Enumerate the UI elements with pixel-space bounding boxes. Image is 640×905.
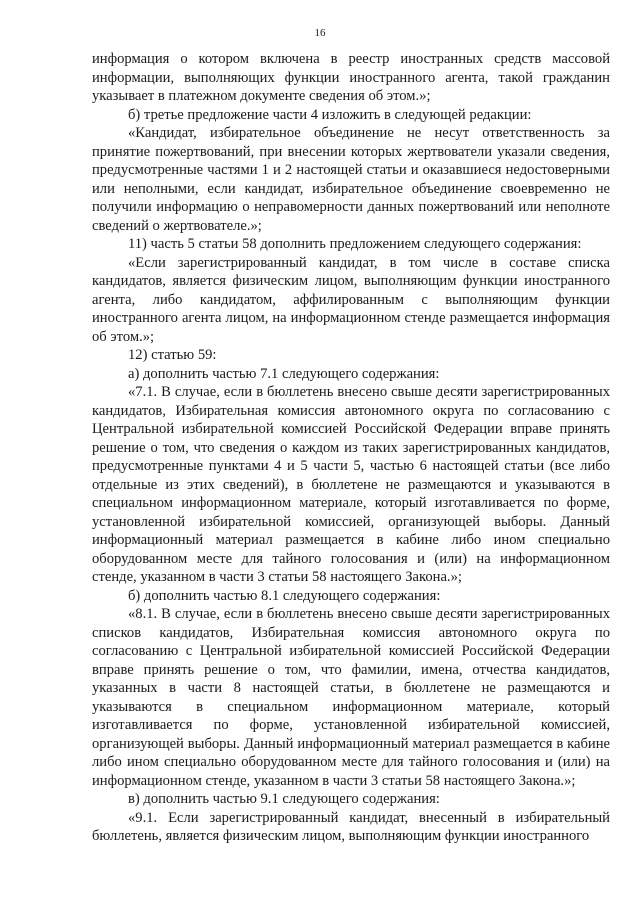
paragraph: «8.1. В случае, если в бюллетень внесено свыше десяти зарегистрированных списков кандидатов, Избирательная комиссия автономного округа по согласованию с Центральной избирательной комиссией Российской Федерации вправе принять решение о том, что фамилии, имена, отчества кандидатов, указанных в части 8 настоящей статьи, в бюллетене не размещаются и указываются в специальном информационном материале, который изготавливается по форме, установленной избирательной комиссией, организующей выборы. Данный информационный материал размещается в кабине либо ином специально оборудованном месте для тайного голосования и (или) на информационном стенде, указанном в части 3 статьи 58 настоящего Закона.»;: [92, 606, 610, 789]
paragraph: информация о котором включена в реестр иностранных средств массовой информации, выполняющих функции иностранного агента, такой гражданин указывает в платежном документе сведения об этом.»;: [92, 51, 610, 104]
paragraph: «7.1. В случае, если в бюллетень внесено свыше десяти зарегистрированных кандидатов, Избирательная комиссия автономного округа по согласованию с Центральной избирательной комиссией Российской Федерации вправе принять решение о том, что сведения о каждом из таких зарегистрированных кандидатов, предусмотренные пунктами 4 и 5 части 5, частью 6 настоящей статьи (все либо отдельные из этих сведений), в бюллетене не размещаются и указываются в специальном информационном материале, который изготавливается по форме, установленной избирательной комиссией, организующей выборы. Данный информационный материал размещается в кабине либо ином специально оборудованном месте для тайного голосования и (или) на информационном стенде, указанном в части 3 статьи 58 настоящего Закона.»;: [92, 384, 610, 585]
paragraph: «9.1. Если зарегистрированный кандидат, внесенный в избирательный бюллетень, является физическим лицом, выполняющим функции иностранного: [92, 809, 610, 844]
paragraph: «Если зарегистрированный кандидат, в том числе в составе списка кандидатов, является физическим лицом, выполняющим функции иностранного агента, либо кандидатом, аффилированным с выполняющим функции иностранного агента лицом, на информационном стенде размещается информация об этом.»;: [92, 254, 610, 345]
paragraph: б) дополнить частью 8.1 следующего содержания:: [128, 587, 441, 604]
document-body: [92, 50, 610, 846]
page-number: 16: [314, 27, 326, 39]
paragraph: а) дополнить частью 7.1 следующего содержания:: [128, 365, 440, 382]
paragraph: 12) статью 59:: [128, 347, 217, 363]
paragraph: «Кандидат, избирательное объединение не несут ответственность за принятие пожертвований, при внесении которых жертвователи указали сведения, предусмотренные частями 1 и 2 настоящей статьи и оказавшиеся недостоверными или неполными, если кандидат, избирательное объединение своевременно не получили информацию о неправомерности данных пожертвований или неполноте сведений о жертвователе.»;: [92, 125, 610, 234]
paragraph: в) дополнить частью 9.1 следующего содержания:: [128, 791, 440, 807]
paragraph: 11) часть 5 статьи 58 дополнить предложением следующего содержания:: [128, 236, 582, 252]
paragraph: б) третье предложение части 4 изложить в следующей редакции:: [128, 106, 532, 123]
